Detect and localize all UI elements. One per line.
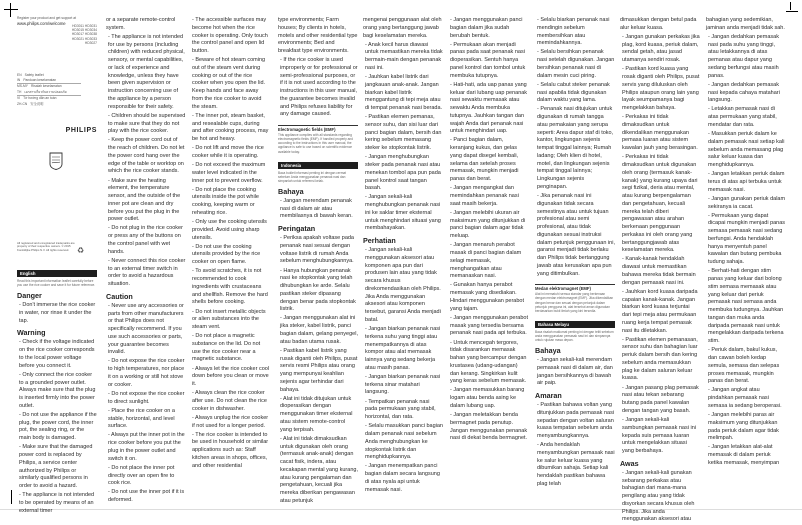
safety-paragraph: - Jangan pasang plag pemasak nasi atau tekan sebarang butang pada panel kawalan dengan tangan yang basah. xyxy=(622,384,699,414)
safety-paragraph: - Gunakan hanya perabot memasak yang disediakan. Hindari menggunakan perabot yang tajam. xyxy=(450,282,524,312)
safety-paragraph: - Jangan gunakan periuk dalam sekiranya ia cacat. xyxy=(708,195,786,210)
safety-paragraph: - Penanak nasi ditujukan untuk digunakan di rumah tangga atau pemakaian yang serupa seperti: Area dapur staf di toko, kantor, lingkungan sejenis tempat tinggal lainnya; Rumah ladang; Oleh klien di hotel, motel, dan lingkungan sejenis tempat tinggal lainnya; Lingkungan sejenis penginapan. xyxy=(537,106,614,190)
safety-paragraph: - Untuk mencegah tergores, tidak disarankan memasak bahan yang bercampur dengan krustasea (udang-udangan) dan kerang. Singkirkan kulit yang keras sebelum memasak. xyxy=(450,339,527,385)
safety-paragraph: - Children should be supervised to make sure that they do not play with the rice cooker. xyxy=(108,112,186,135)
safety-paragraph: - Only connect the rice cooker to a grounded power outlet. Always make sure that the plug is inserted firmly into the power outlet. xyxy=(19,371,96,409)
safety-paragraph: - Perkakas ini tidak dimaksudkan untuk digunakan oleh orang (termasuk kanak-kanak) yang kurang upaya dari segi fizikal, deria atau mental, atau kurang berpengalaman dan pengetahuan, kecuali mereka telah diberi pengawasan atau arahan berkenaan penggunaan perkakas ini oleh orang yang bertanggungjawab atas keselamatan mereka. xyxy=(622,154,698,254)
language-code: EN xyxy=(17,72,22,77)
crop-mark xyxy=(790,2,791,10)
safety-paragraph: - Never use any accessories or parts from other manufacturers or that Philips does not specifically recommend. If you use such accessories or parts, your guarantee becomes invalid. xyxy=(108,302,184,356)
safety-paragraph: - Selalu cabut steker penanak nasi apabila tidak digunakan dalam waktu yang lama. xyxy=(537,81,610,104)
safety-paragraph: - Always clean the rice cooker after use. Do not clean the rice cooker in dishwasher. xyxy=(192,390,267,412)
section-heading: Perhatian xyxy=(363,236,396,246)
safety-paragraph: - Jangan letakkan alat-alat memasak di dalam periuk ketika memasak, menyimpan xyxy=(708,444,780,466)
safety-paragraph: - Alat ini tidak ditujukan untuk dioperasikan dengan menggunakan timer eksternal atau sistem remote-control yang terpisah. xyxy=(280,395,353,433)
safety-paragraph: - Make sure that the damaged power cord is replaced by Philips, a service center authorized by Philips or similarly qualified persons in order to avoid a hazard. xyxy=(19,444,93,490)
safety-paragraph: - Always unplug the rice cooker if not used for a longer period. xyxy=(192,414,269,429)
safety-paragraph: - Jauhkan kabel listrik dari jangkauan anak-anak. Jangan biarkan kabel listrik menggantung di tepi meja atau di tempat penanak nasi berada. xyxy=(365,74,443,112)
safety-paragraph: - Do not insert metallic objects or alien substances into the steam vent. xyxy=(192,308,266,331)
safety-paragraph: - Jangan gunakan perkakas jika plag, kord kuasa, periuk dalam, sendal getah, atau jasad utamanya sendiri rosak. xyxy=(622,33,700,64)
language-code: ZH-CN xyxy=(17,101,28,106)
crop-mark xyxy=(786,11,798,12)
safety-paragraph: - Pastikan elemen pemanasan, sensor suhu dan bahagian luar periuk dalam bersih dan kering sebelum anda memasukkan plag ke dalam saluran keluar kuasa. xyxy=(622,336,698,382)
language-label: Safety leaflet xyxy=(24,72,44,77)
text-column xyxy=(448,17,528,444)
safety-paragraph: mengenai penggunaan alat oleh orang yang bertanggung jawab bagi keselamatan mereka. xyxy=(363,17,442,39)
safety-paragraph: - Jangan melebihi paras air maksimum yang ditunjukkan pada periuk dalam agar tidak melimpah. xyxy=(708,412,779,442)
safety-paragraph: - Do not use the appliance if the plug, the power cord, the inner pot, the sealing ring, or the main body is damaged. xyxy=(19,411,97,442)
safety-paragraph: - Only use the cooking utensils provided. Avoid using sharp utensils. xyxy=(192,219,267,241)
safety-paragraph: - Hati-hati, ada uap panas yang keluar dari lubang uap penanak nasi sewaktu memasak atau sewaktu Anda membuka tutupnya. Jauhkan tangan dan wajah Anda dari penanak nasi untuk menghindari uap. xyxy=(450,81,528,135)
emf-text: This appliance complies with all standards regarding electromagnetic fields (EMF). If handled properly and according to the instructions in this user manual, the appliance is safe to use based on scientific evidence available today. xyxy=(278,133,353,154)
safety-paragraph: - The appliance is not intended for use by persons (including children) with reduced physical, sensory, or mental capabilities, or lack of experience and knowledge, unless they have been given supervision or instruction concerning use of the appliance by a person responsible for their safety. xyxy=(108,33,185,110)
language-section-bar: Indonesia xyxy=(278,162,358,169)
safety-paragraph: - Jangan menggunakan alat ini jika steker, kabel listrik, panci bagian dalam, gelang penyegel, atau badan utama rusak. xyxy=(280,315,358,345)
safety-paragraph: - Jangan meletakkan benda bermagnet pada penutup. Jangan menggunakan penanak nasi di dekat benda bermagnet. xyxy=(450,412,528,442)
text-column xyxy=(106,17,186,506)
safety-paragraph: - Jangan memasukkan barang logam atau benda asing ke dalam lubang uap. xyxy=(450,387,525,409)
text-column xyxy=(706,17,786,469)
safety-paragraph: - To avoid scratches, it is not recommended to cook ingredients with crustaceans and shellfish. Remove the hard shells before cooking. xyxy=(192,268,268,306)
model-list xyxy=(72,24,97,45)
language-intro: Read this important information leaflet carefully before you use the rice cooker and save it for future reference. xyxy=(17,279,96,288)
safety-paragraph: type environments; Farm houses; By clients in hotels, motels and other residential type environments; Bed and breakfast type environments. xyxy=(278,17,358,54)
emf-box xyxy=(535,284,615,312)
text-column xyxy=(363,17,443,496)
safety-paragraph: - Jangan dedahkan pemasak nasi pada suhu yang tinggi, atau letakkannya di atas pemanas atau dapur yang sedang berfungsi atau masih panas. xyxy=(708,33,779,79)
safety-paragraph: - Do not lift and move the rice cooker while it is operating. xyxy=(192,145,264,159)
safety-paragraph: - Keep the power cord out of the reach of children. Do not let the power cord hang over the edge of the table or worktop on which the rice cooker stands. xyxy=(108,137,185,175)
language-section-bar: Bahasa Melayu xyxy=(535,321,615,328)
philips-shield-icon xyxy=(49,152,63,175)
language-code: MS-MY xyxy=(17,84,28,89)
model-number: HD3017 HD3038 xyxy=(71,32,97,37)
language-label: 安全说明 xyxy=(30,101,44,106)
language-label: Risalah keselamatan xyxy=(31,84,62,89)
section-heading: Bahaya xyxy=(278,186,304,196)
safety-paragraph: - Perkakas ini tidak dimaksudkan untuk dikendalikan menggunakan pemasa luaran atau sistem kawalan jauh yang berasingan. xyxy=(622,114,698,152)
safety-paragraph: - Jangan sekali-kali menggunakan aksesori atau komponen apa pun dari produsen lain atau yang tidak secara khusus direkomendasikan oleh Philips. Jika Anda menggunakan aksesori atau komponen tersebut, garansi Anda menjadi batal. xyxy=(365,247,441,323)
safety-paragraph: - Anda hendaklah menyambungkan pemasak nasi ke salur keluar kuasa yang dibumikan sahaja. Setiap kali hendaklah pastikan bahawa plag telah xyxy=(537,442,615,487)
emf-text: Alat ini mematuhi semua standar yang berkenaan dengan medan elektromagnet (EMF). Jika dikendalikan dengan benar dan sesuai dengan petunjuk dalam petunjuk pengguna ini, alat tersebut aman digunakan berdasarkan bukti ilmiah yang kini tersedia. xyxy=(535,292,614,313)
crop-mark xyxy=(4,9,18,10)
language-label: เอกสารเกี่ยวกับความปลอดภัย xyxy=(24,89,67,94)
safety-paragraph: or a separate remote-control system. xyxy=(106,17,176,31)
safety-paragraph: - The rice cooker is intended to be used in household or similar applications such as: Staff kitchen areas in shops, offices, and other residential xyxy=(192,431,269,469)
safety-paragraph: - Make sure the heating element, the temperature sensor, and the outside of the inner pot are clean and dry before you put the plug in the power outlet. xyxy=(108,177,181,223)
cover-panel xyxy=(17,0,97,270)
language-label: Panduan keselamatan xyxy=(23,77,57,82)
language-intro: Baca buklet informasi penting ini dengan cermat sebelum Anda menggunakan penanak nasi dan simpanlah untuk referensi kelak. xyxy=(278,170,347,183)
text-column xyxy=(535,17,615,490)
safety-paragraph: - Jangan angkat atau pindahkan pemasak nasi semasa ia sedang beroperasi. xyxy=(708,387,782,409)
safety-paragraph: - Do not place the inner pot directly over an open fire to cook rice. xyxy=(108,464,175,487)
safety-paragraph: - Jangan sekali-kali gunakan sebarang perkakas atau bahagian dari mana-mana pengilang atau yang tidak disyorkan secara khusus oleh Philips. Jika anda menggunakan aksesori atau xyxy=(622,469,695,523)
safety-paragraph: - Alat ini tidak dimaksudkan untuk digunakan oleh orang (termasuk anak-anak) dengan cacat fisik, indera, atau kecakapan mental yang kurang, atau kurang pengalaman dan pengetahuan, kecuali jika mereka diberikan pengawasan atau petunjuk xyxy=(280,435,358,504)
safety-paragraph: - If the rice cooker is used improperly or for professional or semi-professional purposes, or if it is not used according to the instructions in this user manual, the guarantee becomes invalid and Philips refuses liability for any damage caused. xyxy=(280,57,358,118)
safety-paragraph: - Don't immerse the rice cooker in water, nor rinse it under the tap. xyxy=(19,302,96,324)
safety-paragraph: - Jangan menaruh perabot masak di panci bagian dalam selagi memasak, menghangatkan atau memanaskan nasi. xyxy=(450,242,522,280)
language-code: TH xyxy=(17,89,22,94)
safety-paragraph: - Periksa apakah voltase pada penanak nasi sesuai dengan voltase listrik di rumah Anda sebelum menghubungkannya. xyxy=(280,235,354,265)
safety-paragraph: - Permukaan akan menjadi panas pada saat penanak nasi dioperasikan. Sentuh hanya panel kontrol dan tombol untuk membuka tutupnya. xyxy=(450,41,526,79)
text-column xyxy=(620,17,700,525)
safety-paragraph: - Selalu biarkan penanak nasi mendingin sebelum membersihkan atau memindahkannya. xyxy=(537,17,610,47)
safety-paragraph: - The inner pot, steam basket, and resealable cups, during and after cooking process, may be hot and heavy. xyxy=(192,112,269,143)
safety-paragraph: - Check if the voltage indicated on the rice cooker corresponds to the local power voltage before you connect it. xyxy=(19,339,95,369)
language-section-bar: English xyxy=(17,270,97,277)
language-entry xyxy=(17,101,81,106)
section-heading: Warning xyxy=(17,328,46,338)
safety-paragraph: - Jangan melebihi ukuran air maksimum yang ditunjukkan di panci bagian dalam agar tidak meluap. xyxy=(450,209,526,240)
section-heading: Awas xyxy=(620,458,639,468)
safety-paragraph: - Selalu bersihkan penanak nasi setelah digunakan. Jangan bersihkan penanak nasi di dalam mesin cuci piring. xyxy=(537,49,615,79)
crop-mark xyxy=(11,490,12,504)
language-code: VI xyxy=(17,96,21,101)
safety-paragraph: - Periuk dalam, bakul kukus, dan cawan boleh kedap semula, semasa dan selepas proses memasak, mungkin panas dan berat. xyxy=(708,347,780,385)
safety-paragraph: - Do not exceed the maximum water level indicated in the inner pot to prevent overflow. xyxy=(192,162,266,184)
safety-paragraph: - The appliance is not intended to be operated by means of an external timer xyxy=(19,492,95,514)
safety-paragraph: - Jangan sekali-kali merendam pemasak nasi di dalam air, dan jangan bersihkannya di bawah air paip. xyxy=(537,357,613,387)
language-intro: Baca risalah maklumat penting ini dengan teliti sebelum anda menggunakan pemasak nasi ini dan simpannya untuk rujukan masa depan. xyxy=(535,329,614,342)
safety-paragraph: - Place the rice cooker on a stable, horizontal, and level surface. xyxy=(108,407,175,430)
safety-paragraph: - Jauhkan kord kuasa daripada capaian kanak-kanak. Jangan biarkan kord kuasa terjuntai dari tepi meja atau permukaan ruang kerja tempat pemasak nasi itu diletakkan. xyxy=(622,288,698,334)
section-heading: Bahaya xyxy=(535,346,561,356)
safety-paragraph: - Beware of hot steam coming out of the steam vent during cooking or out of the rice cooker when you open the lid. Keep hands and face away from the rice cooker to avoid the steam. xyxy=(192,57,266,110)
model-number: HD3015 HD3034 xyxy=(71,28,97,33)
safety-paragraph: - Do not use the cooking utensils provided by the rice cooker on open flame. xyxy=(192,243,261,266)
safety-paragraph: bahagian yang sedemikian, jaminan anda menjadi tidak sah. xyxy=(706,17,785,31)
support-url[interactable]: www.philips.com/welcome xyxy=(17,21,66,26)
safety-paragraph: - Hanya hubungkan penanak nasi ke stopkontak yang telah dihubungkan ke arde. Selalu pastikan steker dipasang dengan benar pada stopkontak listrik. xyxy=(280,267,356,313)
safety-paragraph: - Never connect this rice cooker to an external timer switch in order to avoid a hazardous situation. xyxy=(108,257,186,288)
safety-paragraph: - Permukaan yang dapat dicapai mungkin menjadi panas semasa pemasak nasi sedang berfungsi. Anda hendaklah hanya menyentuh panel kawalan dan butang pembuka tudung sahaja. xyxy=(708,212,786,266)
safety-paragraph: - Pastikan elemen pemanas, sensor suhu, dan sisi luar dari panci bagian dalam, bersih dan kering sebelum memasang steker ke stopkontak listrik. xyxy=(365,114,442,152)
emf-title: Medan elektromagnet (EMF) xyxy=(535,286,591,292)
section-heading: Peringatan xyxy=(278,224,316,234)
safety-paragraph: - Jangan dedahkan pemasak nasi kepada cahaya matahari langsung. xyxy=(708,81,780,104)
safety-paragraph: - Jangan menggunakan perabot masak yang tersedia bersama penanak nasi pada api terbuka. xyxy=(450,314,528,337)
safety-paragraph: - Letakkan pemasak nasi di atas permukaan yang stabil, mendatar dan rata. xyxy=(708,106,777,128)
language-code: IN xyxy=(17,77,21,82)
safety-paragraph: - Jangan menempatkan panci bagian dalam secara langsung di atas nyala api untuk memasak nasi. xyxy=(365,463,440,493)
safety-paragraph: - Always put the inner pot in the rice cooker before you put the plug in the power outlet and switch it on. xyxy=(108,432,185,462)
safety-paragraph: - Pastikan kabel listrik yang rusak diganti oleh Philips, pusat servis resmi Philips atau orang yang mempunyai keahlian sejenis agar terhindar dari bahaya. xyxy=(280,347,358,393)
safety-paragraph: - Always let the rice cooker cool down before you clean or move it. xyxy=(192,365,270,388)
safety-paragraph: - Anak kecil harus diawasi untuk memastikan mereka tidak bermain-main dengan penanak nasi ini. xyxy=(365,41,443,71)
safety-paragraph: - Pastikan bahawa voltan yang ditunjukkan pada pemasak nasi sepadan dengan voltan saluran kuasa tempatan sebelum anda menyambungkannya. xyxy=(537,402,615,440)
safety-paragraph: - Jangan biarkan penanak nasi terkena suhu yang tinggi atau menempatkannya di atas kompor atau alat memasak lainnya yang sedang bekerja atau masih panas. xyxy=(365,326,441,371)
section-heading: Amaran xyxy=(535,391,562,401)
safety-paragraph: - Jangan menghubungkan steker pada penanak nasi atau menekan tombol apa pun pada panel kontrol saat tangan basah. xyxy=(365,154,441,192)
section-heading: Caution xyxy=(106,291,133,301)
text-column xyxy=(278,17,358,507)
safety-paragraph: - Do not expose the rice cooker to direct sunlight. xyxy=(108,390,185,405)
safety-paragraph: - Kanak-kanak hendaklah diawasi untuk memastikan bahawa mereka tidak bermain dengan pemasak nasi ini. xyxy=(622,256,696,286)
safety-paragraph: - Berhati-hati dengan stim panas yang keluar dari bolong stim semasa memasak atau yang keluar dari periuk pemasak nasi semasa anda membuka tudungnya. Jauhkan tangan dan muka anda daripada pemasak nasi untuk mengelakkan daripada terkena stim. xyxy=(708,268,784,345)
model-number: HD3027 xyxy=(84,40,97,45)
safety-paragraph: - Jangan menggunakan panci bagian dalam jika sudah berubah bentuk. xyxy=(450,17,523,39)
safety-paragraph: - Tempatkan penanak nasi pada permukaan yang stabil, horizontal, dan rata. xyxy=(365,398,436,421)
safety-paragraph: - Selalu masukkan panci bagian dalam penanak nasi sebelum Anda menghubungkan ke stopkontak listrik dan menghidupkannya. xyxy=(365,423,443,461)
safety-paragraph: - Do not place the cooking utensils inside the pot while cooking, keeping warm or reheating rice. xyxy=(192,186,259,216)
safety-paragraph: - Do not place a magnetic substance on the lid. Do not use the rice cooker near a magnetic substance. xyxy=(192,333,261,363)
register-text: Register your product and get support at xyxy=(17,16,77,20)
safety-paragraph: - Jangan biarkan penanak nasi terkena sinar matahari langsung. xyxy=(365,373,441,396)
recycle-icon: ♻ xyxy=(77,246,85,255)
trademark-footer: All registered and unregistered trademarks are property of their respective owners. © 2015 Koninklijke Philips N.V. All rights reserved. xyxy=(17,241,75,252)
philips-logo: PHILIPS xyxy=(65,127,97,134)
model-number: HD3011 HD3031 xyxy=(72,24,97,28)
emf-box xyxy=(278,125,358,153)
language-list xyxy=(17,72,81,106)
safety-paragraph: dimasukkan dengan betul pada alur keluar kuasa. xyxy=(620,17,697,31)
safety-paragraph: - Do not use the inner pot if it is deformed. xyxy=(108,489,185,504)
safety-paragraph: - Jangan merendam penanak nasi di dalam air atau membilasnya di bawah keran. xyxy=(280,197,353,220)
text-column xyxy=(190,17,270,472)
crop-mark xyxy=(10,3,11,17)
safety-paragraph: - Panci bagian dalam, keranjang kukus, dan gelas yang dapat disegel kembali, selama dan setelah proses memasak, mungkin menjadi panas dan berat. xyxy=(450,137,519,183)
safety-paragraph: - Masukkan periuk dalam ke dalam pemasak nasi setiap kali sebelum anda memasang plag salur keluar kuasa dan menghidupkannya. xyxy=(708,131,785,169)
safety-paragraph: - Pastikan kord kuasa yang rosak diganti oleh Philips, pusat servis yang diluluskan oleh Philips ataupun orang lain yang layak seumpamanya bagi mengelakkan bahaya. xyxy=(622,66,700,112)
language-label: Tờ hướng dẫn an toàn xyxy=(23,96,57,101)
safety-paragraph: - The accessible surfaces may become hot when the rice cooker is operating. Only touch the control panel and open lid button. xyxy=(192,17,268,54)
safety-paragraph: - Jangan sekali-kali sambungkan pemasak nasi ini kepada suis pemasa luaran untuk mengelakkan situasi yang berbahaya. xyxy=(622,417,696,455)
model-number: HD3021 HD3033 xyxy=(71,36,97,41)
emf-title: Electromagnetic fields (EMF) xyxy=(278,127,336,133)
safety-paragraph: - Jangan mengangkat dan memindahkan penanak nasi saat masih bekerja. xyxy=(450,185,519,207)
text-column xyxy=(17,262,97,517)
safety-paragraph: - Do not expose the rice cooker to high temperatures, nor place it on a working or still hot stove or cooker. xyxy=(108,358,185,388)
safety-paragraph: - Jangan letakkan periuk dalam terus di atas api terbuka untuk memasak nasi. xyxy=(708,171,785,193)
safety-paragraph: - Do not plug in the rice cooker or press any of the buttons on the control panel with wet hands. xyxy=(108,225,183,255)
safety-paragraph: - Jangan sekali-kali menghubungkan penanak nasi ini ke saklar timer eksternal untuk menghindari situasi yang membahayakan. xyxy=(365,194,441,232)
safety-paragraph: - Jika penanak nasi ini digunakan tidak secara semestinya atau untuk tujuan profesional atau semi profesional, atau tidak digunakan sesuai instruksi dalam petunjuk penggunaan ini, garansi menjadi tidak berlaku dan Philips tidak bertanggung jawab atas kerusakan apa pun yang ditimbulkan. xyxy=(537,193,615,277)
section-heading: Danger xyxy=(17,291,42,301)
